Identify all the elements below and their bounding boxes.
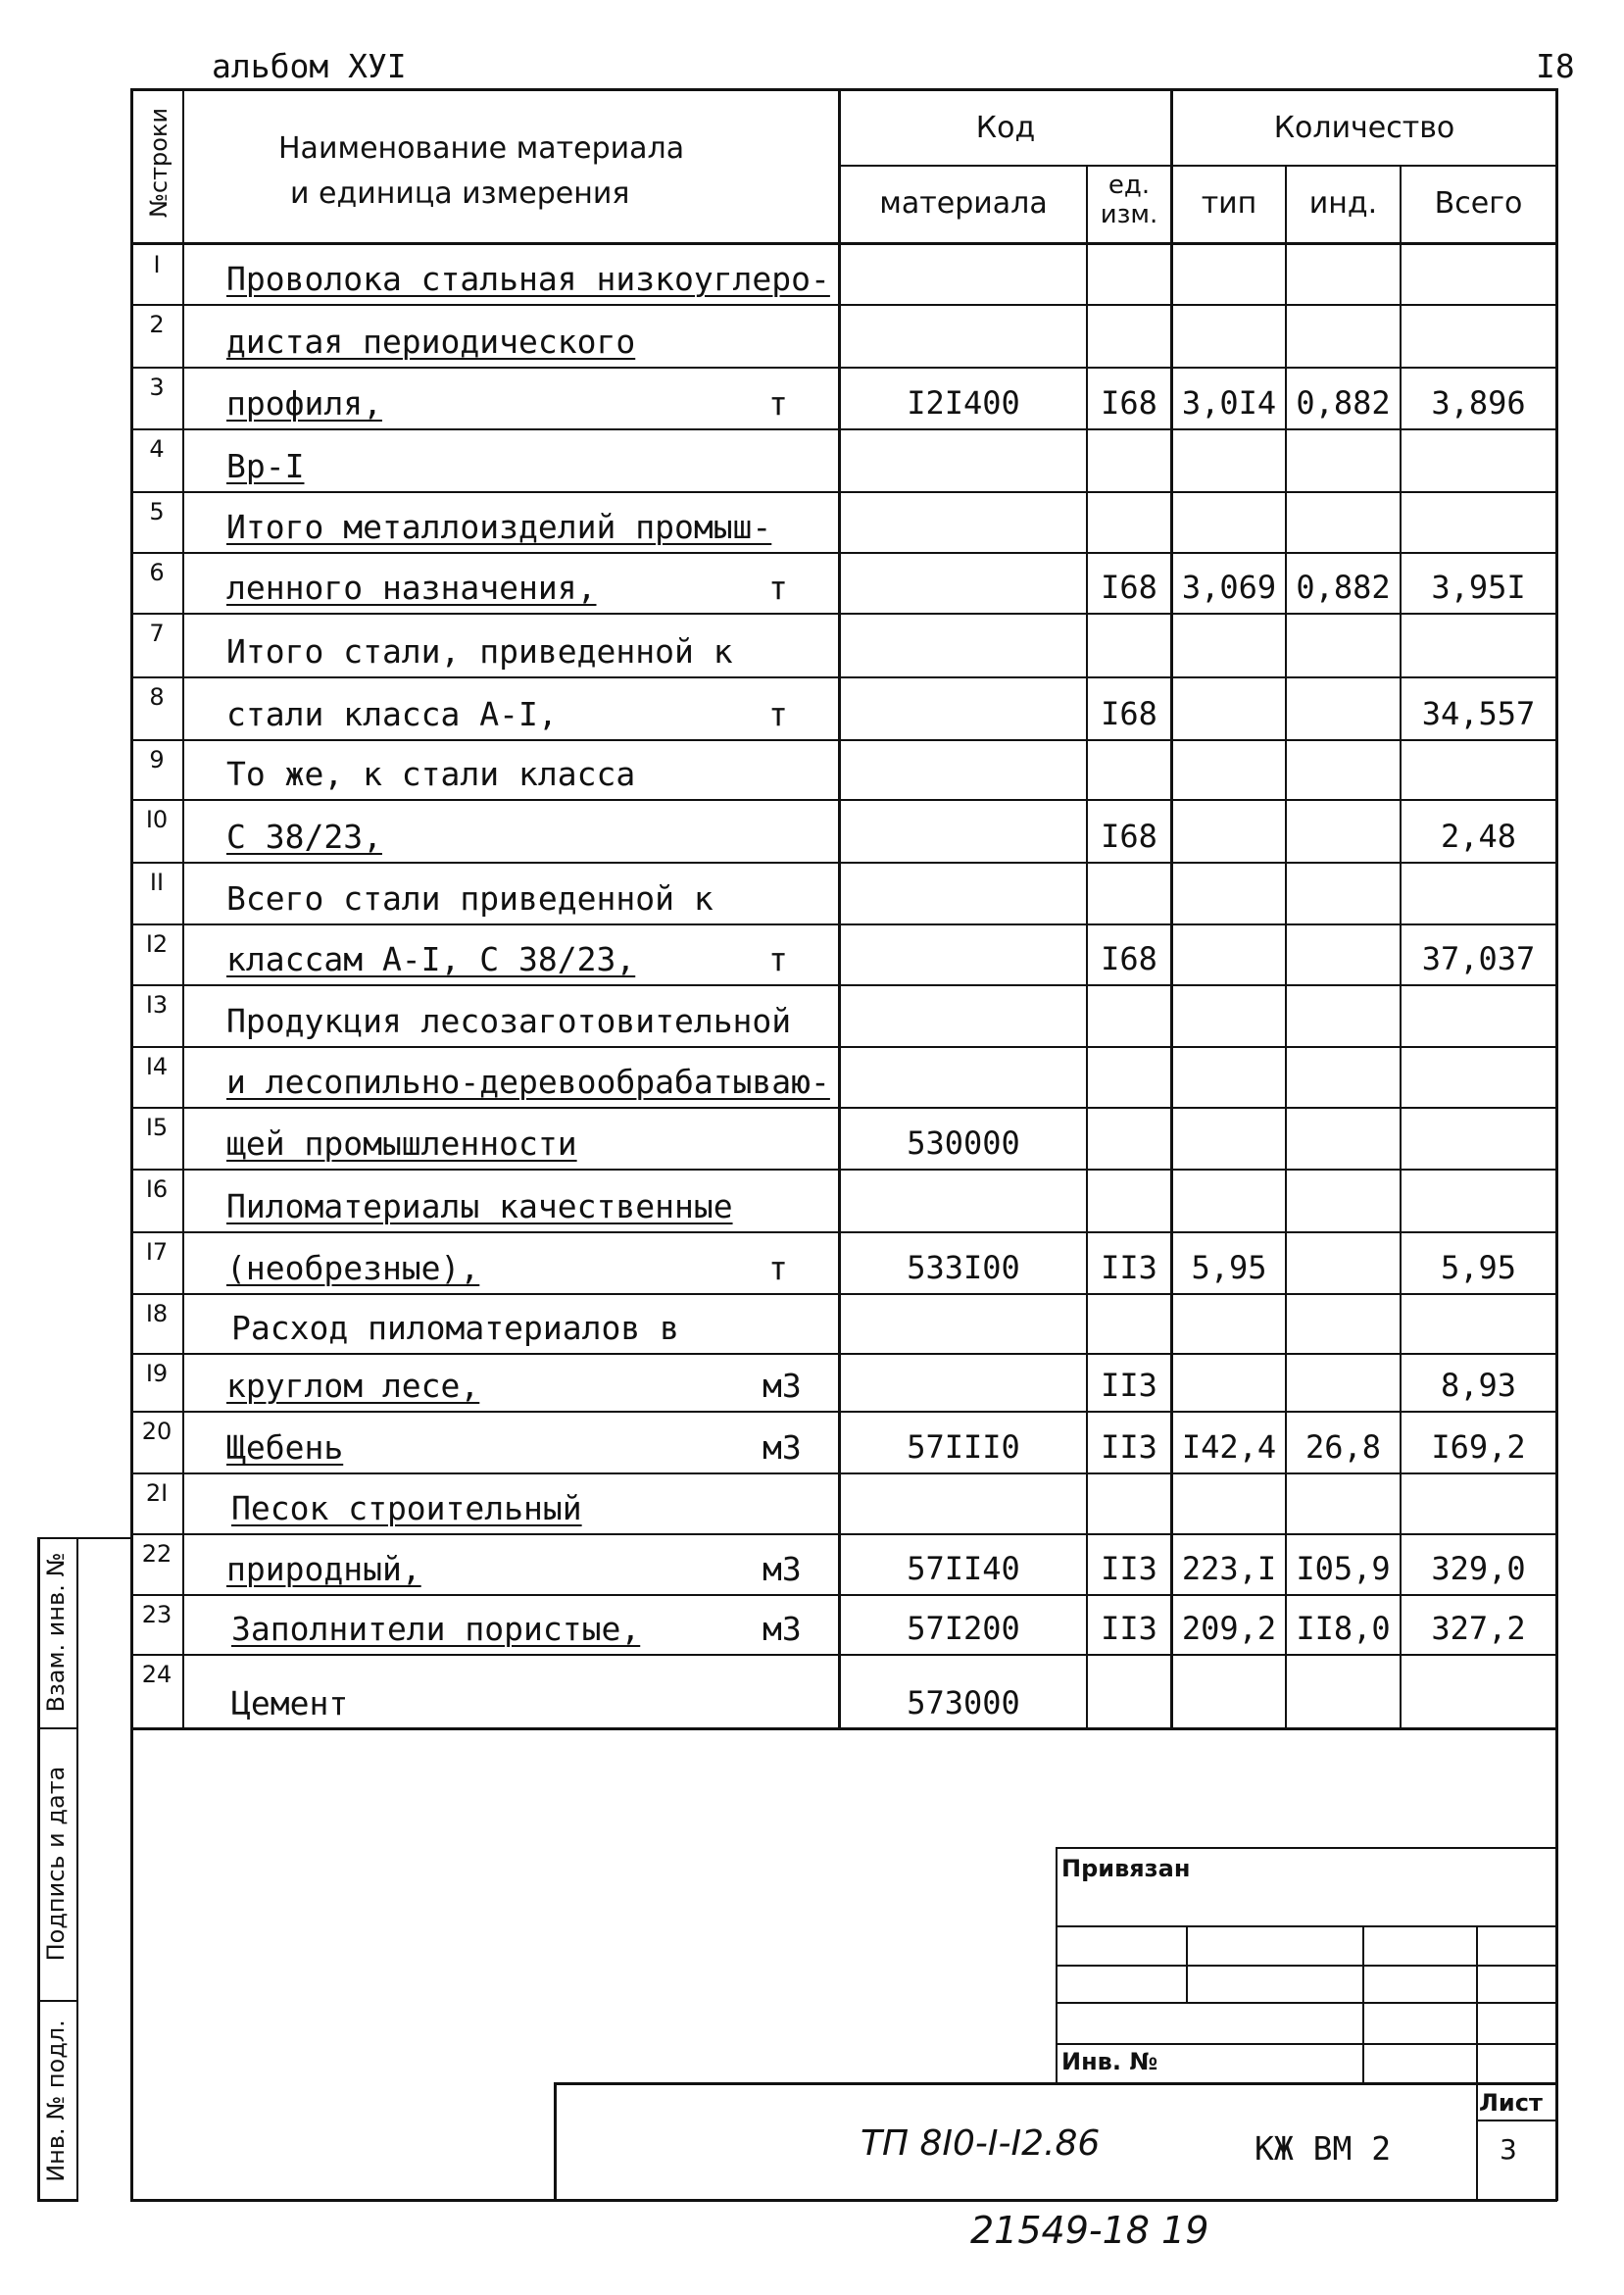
individual-header: инд. (1308, 186, 1378, 221)
cell-ind: 0,882 (1296, 384, 1391, 422)
inv-label: Инв. № (1061, 2048, 1158, 2075)
row-number: I7 (145, 1238, 169, 1266)
material-name: природный, (226, 1550, 421, 1588)
unit-of-measure: м3 (763, 1367, 802, 1405)
cell-code: I2I400 (907, 384, 1020, 422)
row-number: 22 (141, 1540, 172, 1568)
name-header-line1: Наименование материала (278, 131, 685, 166)
cell-meas: II3 (1101, 1428, 1157, 1466)
unit-of-measure: м3 (763, 1610, 802, 1648)
cell-code: 57III0 (907, 1428, 1020, 1466)
row-number: II (149, 869, 165, 896)
sheet-label: Лист (1479, 2089, 1543, 2117)
material-name: ленного назначения, (226, 569, 597, 607)
cell-total: 3,896 (1431, 384, 1526, 422)
material-name: Щебень (226, 1428, 344, 1467)
material-name: Песок строительный (231, 1489, 582, 1527)
cell-ind: II8,0 (1296, 1610, 1391, 1647)
cell-total: 8,93 (1440, 1367, 1517, 1404)
row-number: 23 (141, 1601, 172, 1628)
material-name: Заполнители пористые, (231, 1610, 641, 1648)
material-name: профиля, (226, 384, 382, 423)
project-designation: ТП 8I0-I-I2.86 (861, 2123, 1101, 2164)
quantity-header: Количество (1273, 111, 1455, 145)
cell-meas: I68 (1101, 818, 1157, 855)
cell-meas: II3 (1101, 1610, 1157, 1647)
cell-type: 209,2 (1181, 1610, 1277, 1647)
sheet-number: 3 (1500, 2133, 1517, 2166)
cell-total: 329,0 (1431, 1550, 1526, 1587)
cell-code: 573000 (907, 1684, 1020, 1721)
row-number: I4 (145, 1053, 169, 1080)
cell-meas: I68 (1101, 695, 1157, 732)
material-name: Итого стали, приведенной к (226, 632, 733, 671)
cell-type: I42,4 (1181, 1428, 1277, 1466)
material-name: Всего стали приведенной к (226, 879, 714, 918)
material-name: Пиломатериалы качественные (226, 1187, 733, 1225)
cell-meas: I68 (1101, 569, 1157, 606)
cell-meas: II3 (1101, 1550, 1157, 1587)
cell-total: 2,48 (1440, 818, 1517, 855)
cell-total: 34,557 (1421, 695, 1536, 732)
cell-total: 3,95I (1431, 569, 1526, 606)
row-number: 6 (149, 559, 165, 586)
cell-ind: 0,882 (1296, 569, 1391, 606)
total-header: Всего (1434, 186, 1523, 221)
material-name: Вр-I (226, 447, 305, 485)
material-name: стали класса А-I, (226, 695, 558, 733)
cell-code: 57II40 (907, 1550, 1020, 1587)
material-name: Продукция лесозаготовительной (226, 1002, 792, 1040)
material-name: щей промышленности (226, 1124, 577, 1163)
replace-inventory-stamp: Взам. инв. № (42, 1552, 70, 1713)
row-number-header: №строки (145, 107, 172, 219)
row-number: I9 (145, 1360, 169, 1387)
unit-of-measure: т (768, 1249, 788, 1287)
material-name: и лесопильно-деревообрабатываю- (226, 1063, 830, 1101)
cell-meas: II3 (1101, 1249, 1157, 1286)
cell-total: 5,95 (1440, 1249, 1517, 1286)
row-number: 5 (149, 498, 165, 525)
cell-total: 327,2 (1431, 1610, 1526, 1647)
drawing-mark: КЖ ВМ 2 (1255, 2129, 1392, 2168)
row-number: I5 (145, 1114, 169, 1141)
cell-ind: 26,8 (1304, 1428, 1382, 1466)
inventory-original-stamp: Инв. № подл. (42, 2020, 70, 2182)
type-header: тип (1201, 186, 1257, 221)
row-number: 3 (149, 374, 165, 401)
material-name: Итого металлоизделий промыш- (226, 508, 772, 546)
material-name: Проволока стальная низкоуглеро- (226, 260, 830, 298)
handwritten-archive-number: 21549-18 19 (970, 2209, 1209, 2252)
row-number: 9 (149, 746, 165, 773)
row-number: I8 (145, 1300, 169, 1327)
material-name: (необрезные), (226, 1249, 480, 1287)
cell-total: I69,2 (1431, 1428, 1526, 1466)
material-name: круглом лесе, (226, 1367, 480, 1405)
bound-label: Привязан (1061, 1855, 1191, 1882)
unit-of-measure: т (768, 384, 788, 423)
cell-type: 223,I (1181, 1550, 1277, 1587)
material-name: Расход пиломатериалов в (231, 1309, 679, 1347)
cell-type: 3,0I4 (1181, 384, 1277, 422)
row-number: 20 (141, 1418, 172, 1445)
cell-total: 37,037 (1421, 940, 1536, 977)
unit-header: ед. изм. (1100, 171, 1158, 229)
cell-type: 3,069 (1181, 569, 1277, 606)
unit-of-measure: т (768, 940, 788, 978)
unit-of-measure: т (768, 695, 788, 733)
material-name: С 38/23, (226, 818, 382, 856)
row-number: I6 (145, 1175, 169, 1203)
material-name: То же, к стали класса (226, 755, 636, 793)
row-number: 8 (149, 683, 165, 711)
row-number: I2 (145, 930, 169, 958)
material-name: дистая периодического (226, 323, 636, 361)
cell-code: 533I00 (907, 1249, 1020, 1286)
cell-type: 5,95 (1191, 1249, 1267, 1286)
row-number: 7 (149, 620, 165, 647)
row-number: I3 (145, 991, 169, 1019)
album-label: альбом XУI (212, 47, 407, 85)
cell-code: 530000 (907, 1124, 1020, 1162)
cell-code: 57I200 (907, 1610, 1020, 1647)
row-number: 2 (149, 311, 165, 338)
row-number: I0 (145, 806, 169, 833)
cell-meas: I68 (1101, 940, 1157, 977)
page-number: I8 (1536, 47, 1575, 85)
unit-of-measure: м3 (763, 1550, 802, 1588)
cell-meas: I68 (1101, 384, 1157, 422)
cell-ind: I05,9 (1296, 1550, 1391, 1587)
cell-meas: II3 (1101, 1367, 1157, 1404)
material-code-header: материала (879, 186, 1048, 221)
unit-of-measure: м3 (763, 1428, 802, 1467)
material-name: Цемент (231, 1684, 349, 1722)
row-number: 24 (141, 1661, 172, 1688)
code-header: Код (975, 111, 1036, 145)
row-number: 4 (149, 435, 165, 463)
name-header-line2: и единица измерения (290, 176, 630, 211)
row-number: 2I (145, 1479, 169, 1507)
material-name: классам А-I, С 38/23, (226, 940, 636, 978)
unit-of-measure: т (768, 569, 788, 607)
signature-date-stamp: Подпись и дата (42, 1766, 70, 1962)
row-number: I (153, 251, 161, 278)
